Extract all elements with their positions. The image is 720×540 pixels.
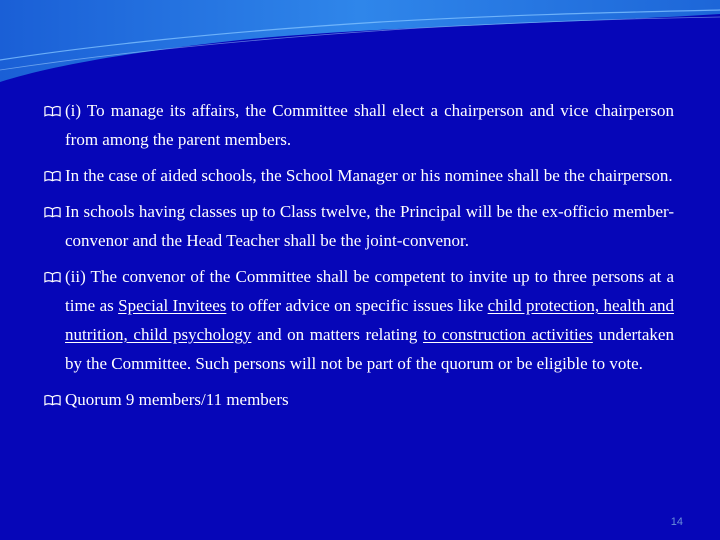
bullet-text: (i) To manage its affairs, the Committee shall elect a chairperson and vice chairperson from among the parent members.	[65, 101, 674, 149]
open-book-icon	[44, 197, 63, 226]
special-invitees-text: Special Invitees	[118, 296, 227, 315]
bullet-text: undertaken by the Committee. Such persons will not be part of the quorum or be eligible to vote.	[65, 325, 674, 373]
open-book-icon	[44, 96, 63, 125]
bullet-item	[44, 385, 674, 414]
slide-content	[44, 96, 674, 421]
header-wave-decoration	[0, 0, 720, 100]
open-book-icon	[44, 385, 63, 414]
advice-topics-text: child protection, health and nutrition, child psychology	[65, 296, 674, 344]
bullet-text: and on matters relating	[251, 325, 423, 344]
bullet-text: Quorum 9 members/11 members	[65, 390, 289, 409]
open-book-icon	[44, 262, 63, 291]
construction-activities-text: to construction activities	[422, 325, 593, 344]
bullet-item	[44, 197, 674, 255]
bullet-item	[44, 262, 674, 378]
bullet-text: (ii) The convenor of the Committee shall be competent to invite up to three persons at a time as	[65, 267, 674, 315]
bullet-text: In the case of aided schools, the School Manager or his nominee shall be the chairperson.	[65, 166, 673, 185]
bullet-item	[44, 96, 674, 154]
bullet-item	[44, 161, 674, 190]
bullet-text: In schools having classes up to Class twelve, the Principal will be the ex-officio member-convenor and the Head Teacher shall be the joint-convenor.	[65, 202, 674, 250]
bullet-text: to offer advice on specific issues like	[226, 296, 488, 315]
open-book-icon	[44, 161, 63, 190]
page-number: 14	[670, 516, 683, 528]
